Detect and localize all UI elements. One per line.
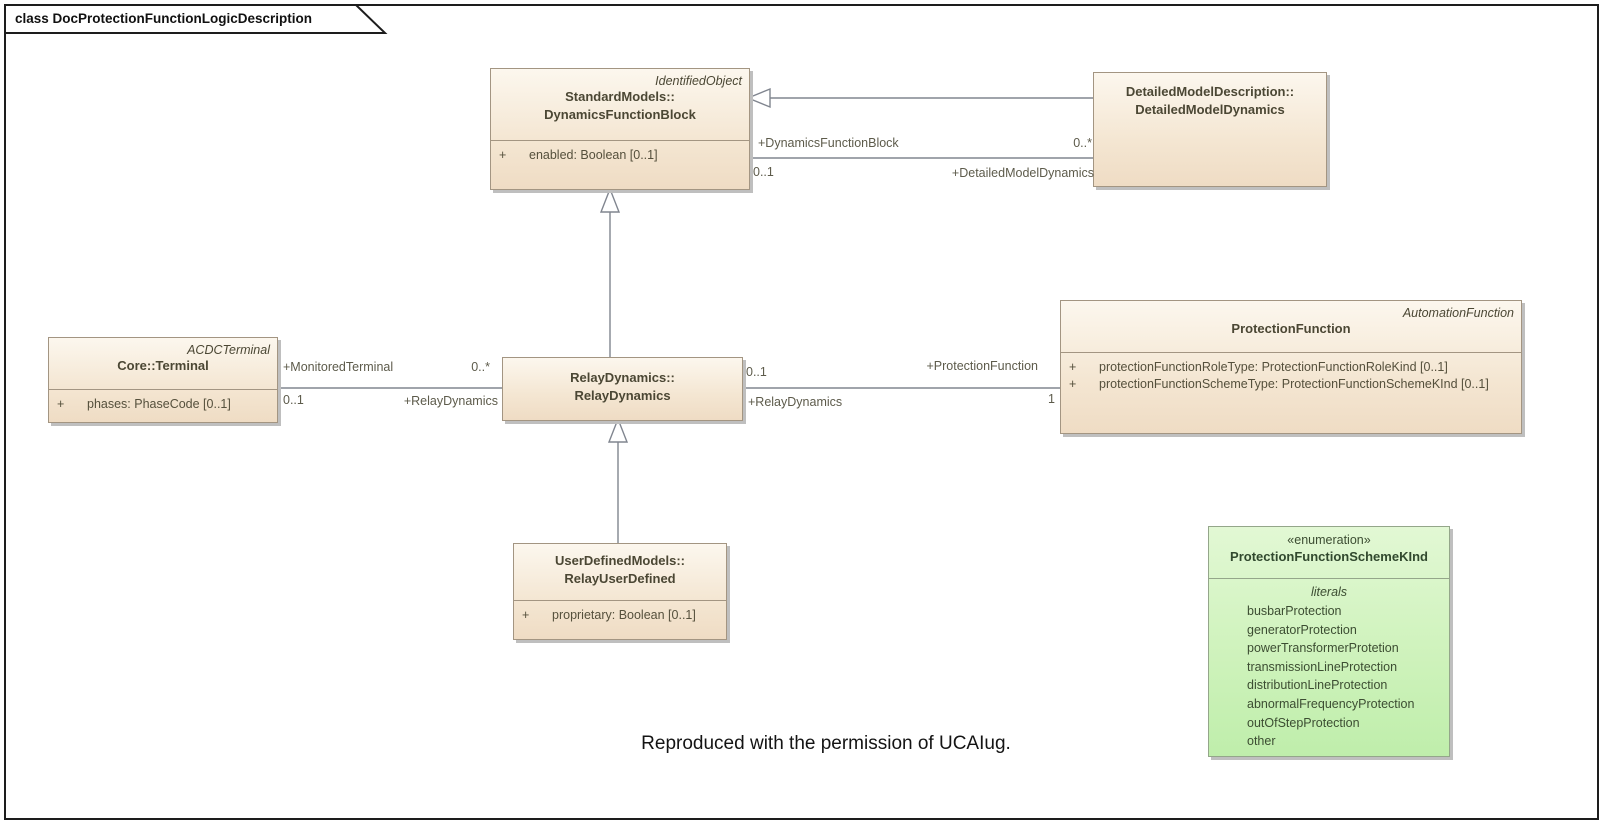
attribute-row <box>1061 376 1521 393</box>
class-name-line1: StandardModels:: <box>565 89 675 104</box>
class-relay-user-defined <box>513 543 727 640</box>
visibility-marker: + <box>1069 360 1077 374</box>
attributes-compartment <box>491 140 749 188</box>
class-protection-function <box>1060 300 1522 434</box>
class-terminal <box>48 337 278 423</box>
enum-literal: transmissionLineProtection <box>1247 659 1398 674</box>
multiplicity-label: 1 <box>1048 392 1055 406</box>
multiplicity-label: 0..* <box>1073 136 1092 150</box>
multiplicity-label: 0..* <box>471 360 490 374</box>
enum-literal: generatorProtection <box>1247 622 1357 637</box>
class-relay-dynamics <box>502 357 743 421</box>
assoc-role-label: +RelayDynamics <box>403 394 498 408</box>
class-name-line2: RelayUserDefined <box>564 571 676 586</box>
frame-title-tab <box>4 4 388 35</box>
assoc-role-label: +DetailedModelDynamics <box>951 166 1094 180</box>
visibility-marker: + <box>499 148 507 162</box>
enumeration-stereotype: «enumeration» <box>1287 533 1371 547</box>
literals-section-label: literals <box>1310 585 1348 599</box>
class-name-line1: UserDefinedModels:: <box>554 553 686 568</box>
enum-literal: distributionLineProtection <box>1247 678 1388 693</box>
class-detailed-model-dynamics <box>1093 72 1327 187</box>
visibility-marker: + <box>522 608 530 622</box>
attribute-row <box>49 396 277 413</box>
assoc-role-label: +ProtectionFunction <box>926 359 1038 373</box>
class-name-line2: DynamicsFunctionBlock <box>544 107 696 122</box>
class-header <box>514 544 726 600</box>
stereotype-label: AutomationFunction <box>1402 306 1514 320</box>
literals-compartment <box>1209 578 1449 754</box>
class-name-line2: RelayDynamics <box>574 388 671 403</box>
assoc-role-label: +MonitoredTerminal <box>283 360 394 374</box>
enum-name: ProtectionFunctionSchemeKInd <box>1230 549 1428 564</box>
multiplicity-label: 0..1 <box>746 365 767 379</box>
permission-caption: Reproduced with the permission of UCAIug. <box>641 733 1011 754</box>
attribute-text: protectionFunctionSchemeType: ProtectionFunctionSchemeKInd [0..1] <box>1099 377 1489 391</box>
visibility-marker: + <box>57 397 65 411</box>
attribute-row <box>1061 359 1521 376</box>
attributes-compartment <box>1061 352 1521 432</box>
class-header <box>49 338 277 389</box>
class-header <box>1061 301 1521 352</box>
visibility-marker: + <box>1069 377 1077 391</box>
enum-literal: other <box>1247 734 1276 749</box>
attribute-row <box>491 147 749 164</box>
stereotype-label: IdentifiedObject <box>655 74 742 88</box>
class-dynamics-function-block <box>490 68 750 190</box>
attributes-compartment <box>514 600 726 630</box>
attribute-row <box>514 607 726 624</box>
enum-literal: busbarProtection <box>1247 604 1342 618</box>
class-name-line1: ProtectionFunction <box>1231 321 1351 336</box>
class-name-line1: RelayDynamics:: <box>570 370 675 385</box>
enum-literal: powerTransformerProtetion <box>1247 641 1399 656</box>
class-header <box>1094 73 1326 185</box>
attributes-compartment <box>49 389 277 421</box>
enumeration-protection-function-scheme-kind <box>1208 526 1450 757</box>
attribute-text: proprietary: Boolean [0..1] <box>552 608 696 622</box>
attribute-text: phases: PhaseCode [0..1] <box>87 397 231 411</box>
attribute-text: enabled: Boolean [0..1] <box>529 148 658 162</box>
enum-literal: abnormalFrequencyProtection <box>1247 696 1415 711</box>
multiplicity-label: 0..1 <box>753 165 774 179</box>
multiplicity-label: 0..1 <box>283 393 304 407</box>
enum-header <box>1209 527 1449 578</box>
assoc-role-label: +DynamicsFunctionBlock <box>758 136 899 150</box>
assoc-role-label: +RelayDynamics <box>748 395 843 409</box>
frame-title: class DocProtectionFunctionLogicDescription <box>15 11 313 26</box>
enum-literal: outOfStepProtection <box>1247 715 1360 730</box>
class-name-line2: DetailedModelDynamics <box>1135 102 1285 117</box>
class-header <box>503 358 742 419</box>
stereotype-label: ACDCTerminal <box>187 343 270 357</box>
class-name-line1: DetailedModelDescription:: <box>1125 84 1295 99</box>
class-header <box>491 69 749 140</box>
attribute-text: protectionFunctionRoleType: ProtectionFunctionRoleKind [0..1] <box>1099 360 1448 374</box>
class-name-line1: Core::Terminal <box>117 358 209 373</box>
